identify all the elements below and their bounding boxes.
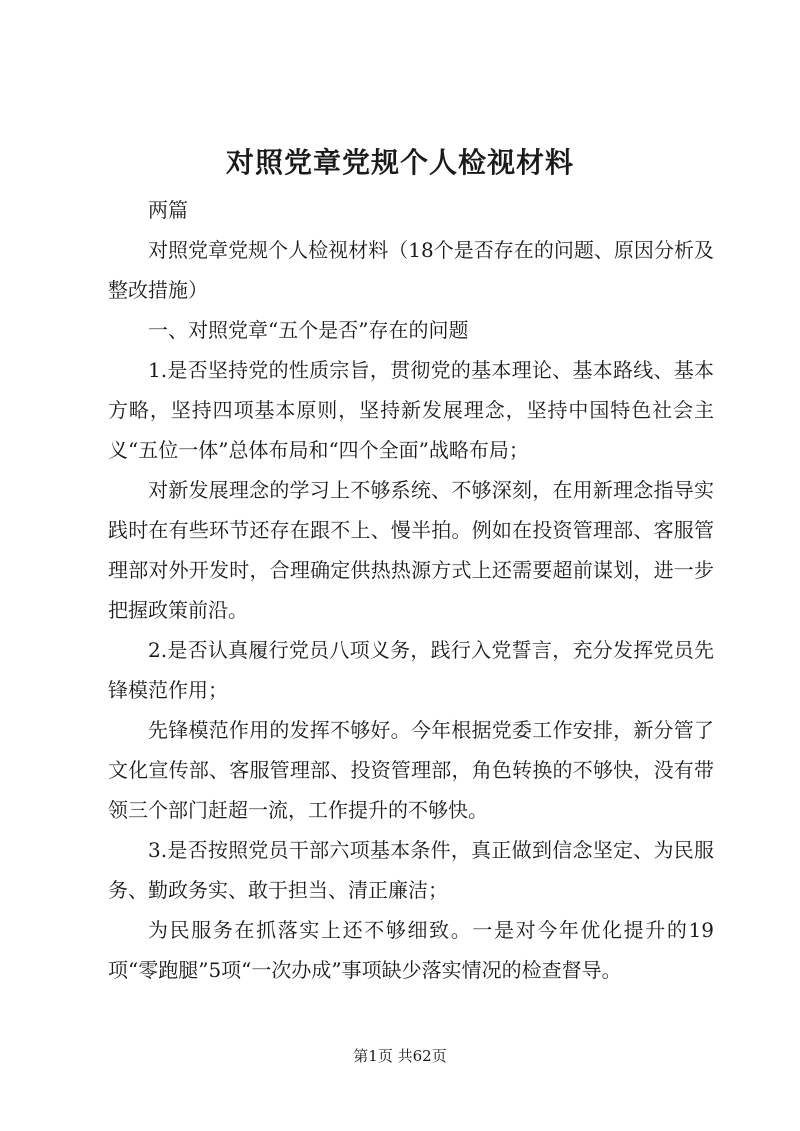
paragraph: 3.是否按照党员干部六项基本条件，真正做到信念坚定、为民服务、勤政务实、敢于担当、清正廉洁；: [108, 838, 714, 902]
paragraph: 为民服务在抓落实上还不够细致。一是对今年优化提升的19项“零跑腿”5项“一次办成”事项缺少落实情况的检查督导。: [108, 918, 714, 982]
document-title: 对照党章党规个人检视材料: [225, 146, 574, 179]
paragraph: 1.是否坚持党的性质宗旨，贯彻党的基本理论、基本路线、基本方略，坚持四项基本原则，坚持新发展理念，坚持中国特色社会主义“五位一体”总体布局和“四个全面”战略布局；: [108, 358, 714, 462]
paragraph: 先锋模范作用的发挥不够好。今年根据党委工作安排，新分管了文化宣传部、客服管理部、投资管理部，角色转换的不够快，没有带领三个部门赶超一流，工作提升的不够快。: [108, 718, 714, 822]
paragraph: 对照党章党规个人检视材料（18个是否存在的问题、原因分析及整改措施）: [108, 238, 714, 302]
section-heading: 一、对照党章“五个是否”存在的问题: [148, 318, 469, 342]
page-footer: 第1页 共62页: [353, 1047, 447, 1065]
paragraph: 2.是否认真履行党员八项义务，践行入党誓言，充分发挥党员先锋模范作用；: [108, 638, 714, 702]
document-body: [108, 190, 714, 990]
paragraph: 两篇: [148, 198, 188, 222]
paragraph: 对新发展理念的学习上不够系统、不够深刻，在用新理念指导实践时在有些环节还存在跟不上、慢半拍。例如在投资管理部、客服管理部对外开发时，合理确定供热热源方式上还需要超前谋划，进一步把握政策前沿。: [108, 478, 714, 622]
